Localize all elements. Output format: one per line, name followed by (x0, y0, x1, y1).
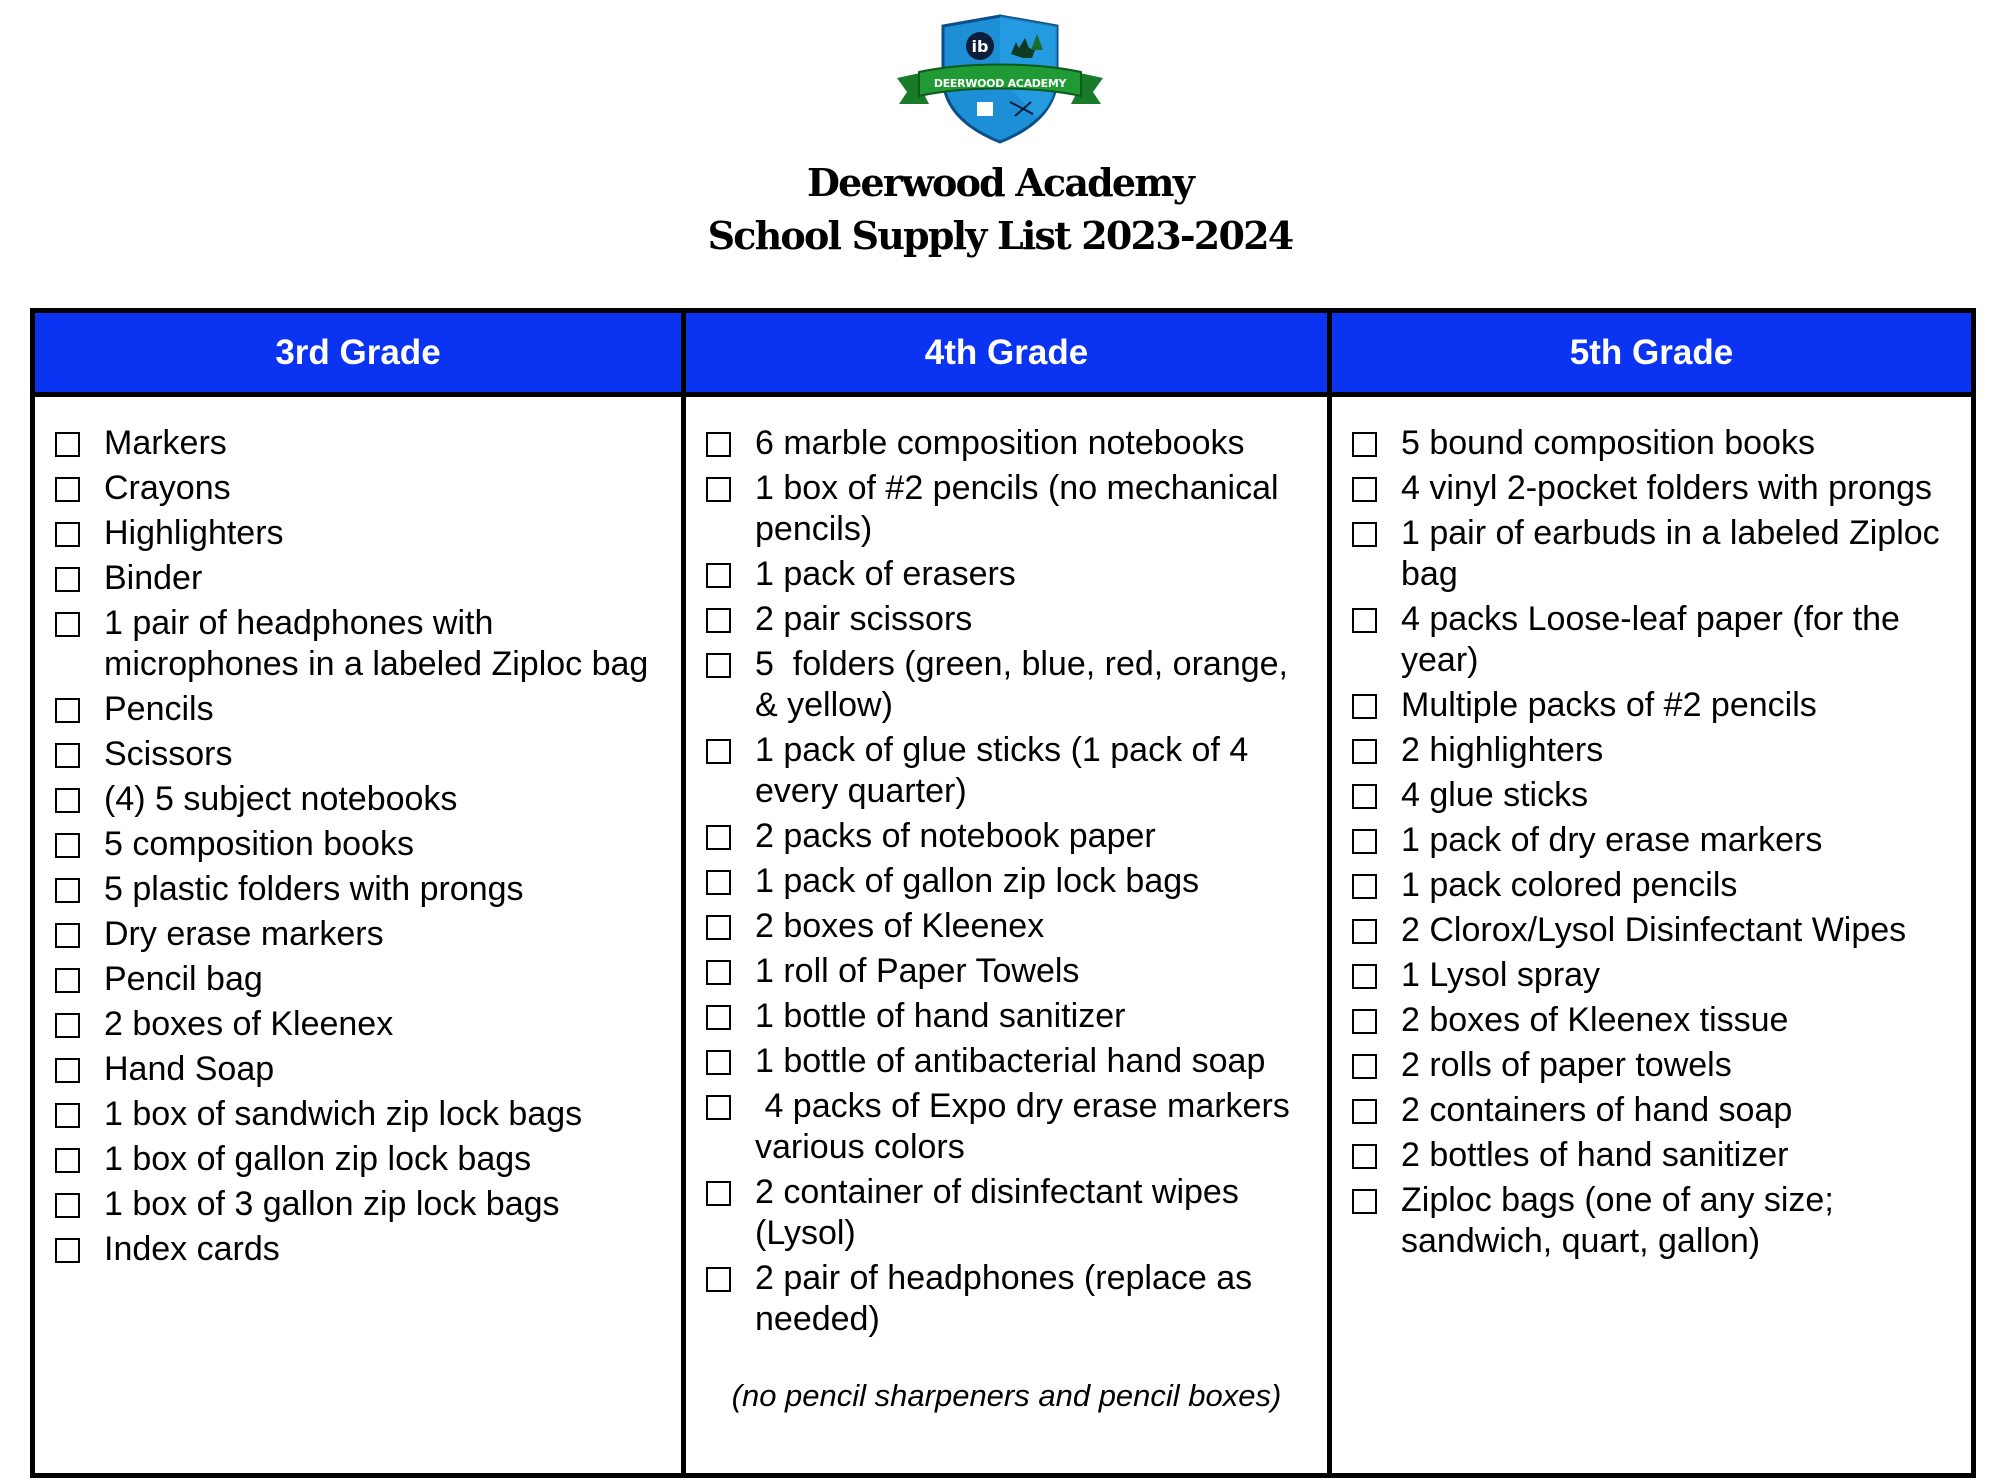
list-item-label: 2 highlighters (1401, 731, 1604, 769)
supply-list (55, 423, 671, 1270)
supply-list (1352, 423, 1961, 1262)
list-item (55, 558, 671, 599)
checkbox[interactable] (706, 608, 731, 633)
checkbox[interactable] (706, 1050, 731, 1075)
list-item-label: Hand Soap (104, 1050, 275, 1088)
list-item (706, 554, 1317, 595)
list-item-label: 1 Lysol spray (1401, 956, 1601, 994)
list-item (1352, 1000, 1961, 1041)
list-item (1352, 685, 1961, 726)
logo-badge-text: ib (971, 37, 989, 56)
list-item-label: 2 boxes of Kleenex (755, 907, 1045, 945)
list-item (55, 914, 671, 955)
checkbox[interactable] (55, 567, 80, 592)
checkbox[interactable] (706, 1005, 731, 1030)
checkbox[interactable] (55, 698, 80, 723)
checkbox[interactable] (1352, 522, 1377, 547)
checkbox[interactable] (1352, 608, 1377, 633)
list-item (706, 599, 1317, 640)
list-item-label: Index cards (104, 1230, 280, 1268)
list-item-label: 1 bottle of antibacterial hand soap (755, 1042, 1266, 1080)
checkbox[interactable] (55, 1238, 80, 1263)
list-item-label: Pencil bag (104, 960, 263, 998)
checkbox[interactable] (1352, 1054, 1377, 1079)
checkbox[interactable] (706, 825, 731, 850)
checkbox[interactable] (706, 1095, 731, 1120)
list-item (706, 468, 1317, 550)
list-item-label: 2 boxes of Kleenex tissue (1401, 1001, 1789, 1039)
list-item-label: 2 boxes of Kleenex (104, 1005, 394, 1043)
logo-ribbon-text: DEERWOOD ACADEMY (933, 77, 1067, 90)
list-item (1352, 423, 1961, 464)
checkbox[interactable] (1352, 919, 1377, 944)
list-item (1352, 775, 1961, 816)
list-item (706, 1172, 1317, 1254)
checkbox[interactable] (706, 1181, 731, 1206)
list-item (1352, 1135, 1961, 1176)
list-item-label: Scissors (104, 735, 233, 773)
list-item-label: 1 pack of dry erase markers (1401, 821, 1823, 859)
list-item (1352, 820, 1961, 861)
list-item (55, 779, 671, 820)
list-item-label: 1 box of gallon zip lock bags (104, 1140, 532, 1178)
list-item-label: 1 pack colored pencils (1401, 866, 1738, 904)
list-item-label: (4) 5 subject notebooks (104, 780, 458, 818)
list-item (55, 734, 671, 775)
list-item (1352, 865, 1961, 906)
list-item (55, 513, 671, 554)
list-item (55, 1094, 671, 1135)
column-header: 5th Grade (1332, 313, 1971, 397)
checkbox[interactable] (706, 432, 731, 457)
list-title: School Supply List 2023-2024 (707, 213, 1293, 258)
list-item (55, 603, 671, 685)
column-header: 4th Grade (686, 313, 1327, 397)
checkbox[interactable] (55, 1013, 80, 1038)
checkbox[interactable] (55, 477, 80, 502)
list-item (1352, 730, 1961, 771)
list-item-label: Crayons (104, 469, 231, 507)
supply-list (706, 423, 1317, 1340)
grade-column-4th (681, 313, 1327, 1473)
grade-column-5th (1327, 313, 1971, 1473)
checkbox[interactable] (706, 915, 731, 940)
list-item (1352, 1090, 1961, 1131)
checkbox[interactable] (55, 432, 80, 457)
checkbox[interactable] (55, 1103, 80, 1128)
list-item (706, 816, 1317, 857)
checkbox[interactable] (1352, 874, 1377, 899)
checkbox[interactable] (706, 870, 731, 895)
checkbox[interactable] (1352, 477, 1377, 502)
column-header: 3rd Grade (35, 313, 681, 397)
list-item (1352, 955, 1961, 996)
list-item-label: 4 packs of Expo dry erase markers various colors (755, 1087, 1300, 1166)
school-logo (885, 14, 1115, 144)
list-item (1352, 468, 1961, 509)
list-item (55, 689, 671, 730)
list-item-label: 4 vinyl 2-pocket folders with prongs (1401, 469, 1933, 507)
list-item (55, 1139, 671, 1180)
list-item-label: 4 packs Loose-leaf paper (for the year) (1401, 600, 1910, 679)
list-item (55, 423, 671, 464)
list-item-label: Markers (104, 424, 227, 462)
checkbox[interactable] (706, 1267, 731, 1292)
list-item (1352, 513, 1961, 595)
checkbox[interactable] (55, 878, 80, 903)
list-item-label: Multiple packs of #2 pencils (1401, 686, 1817, 724)
list-item-label: 2 bottles of hand sanitizer (1401, 1136, 1789, 1174)
list-item-label: Pencils (104, 690, 214, 728)
checkbox[interactable] (55, 1058, 80, 1083)
list-item-label: 1 pack of glue sticks (1 pack of 4 every quarter) (755, 731, 1258, 810)
list-item-label: 2 pair scissors (755, 600, 973, 638)
list-item-label: 5 plastic folders with prongs (104, 870, 524, 908)
checkbox[interactable] (706, 477, 731, 502)
grade-column-3rd (35, 313, 681, 1473)
checkbox[interactable] (55, 1148, 80, 1173)
checkbox[interactable] (1352, 784, 1377, 809)
list-item-label: Binder (104, 559, 203, 597)
list-item-label: 1 roll of Paper Towels (755, 952, 1080, 990)
checkbox[interactable] (55, 923, 80, 948)
school-name: Deerwood Academy (806, 160, 1193, 205)
list-item (706, 1041, 1317, 1082)
list-item (55, 959, 671, 1000)
list-item-label: 4 glue sticks (1401, 776, 1589, 814)
list-item-label: 6 marble composition notebooks (755, 424, 1245, 462)
list-item-label: 2 pair of headphones (replace as needed) (755, 1259, 1262, 1338)
list-item (706, 423, 1317, 464)
column-note: (no pencil sharpeners and pencil boxes) (731, 1378, 1282, 1413)
list-item-label: 1 pair of headphones with microphones in a labeled Ziploc bag (104, 604, 649, 683)
checkbox[interactable] (55, 833, 80, 858)
list-item-label: 1 pack of gallon zip lock bags (755, 862, 1200, 900)
checkbox[interactable] (1352, 739, 1377, 764)
list-item (1352, 910, 1961, 951)
checkbox[interactable] (55, 1193, 80, 1218)
checkbox[interactable] (1352, 432, 1377, 457)
list-item (55, 824, 671, 865)
checkbox[interactable] (55, 522, 80, 547)
list-item-label: 1 box of #2 pencils (no mechanical pencils) (755, 469, 1288, 548)
checkbox[interactable] (1352, 1099, 1377, 1124)
list-item (1352, 1045, 1961, 1086)
list-item (706, 644, 1317, 726)
list-item (706, 1258, 1317, 1340)
list-item-label: 2 packs of notebook paper (755, 817, 1156, 855)
checkbox[interactable] (1352, 1189, 1377, 1214)
checkbox[interactable] (55, 612, 80, 637)
checkbox[interactable] (706, 653, 731, 678)
checkbox[interactable] (1352, 1144, 1377, 1169)
list-item (55, 869, 671, 910)
list-item-label: 2 containers of hand soap (1401, 1091, 1793, 1129)
list-item-label: 1 box of sandwich zip lock bags (104, 1095, 583, 1133)
list-item (55, 1004, 671, 1045)
list-item-label: 1 box of 3 gallon zip lock bags (104, 1185, 560, 1223)
list-item (1352, 1180, 1961, 1262)
list-item (1352, 599, 1961, 681)
list-item-label: 2 Clorox/Lysol Disinfectant Wipes (1401, 911, 1907, 949)
list-item-label: 5 composition books (104, 825, 414, 863)
checkbox[interactable] (706, 960, 731, 985)
checkbox[interactable] (706, 563, 731, 588)
checkbox[interactable] (55, 968, 80, 993)
list-item (706, 996, 1317, 1037)
checkbox[interactable] (1352, 829, 1377, 854)
list-item-label: Highlighters (104, 514, 284, 552)
list-item-label: Ziploc bags (one of any size; sandwich, quart, gallon) (1401, 1181, 1844, 1260)
list-item (706, 951, 1317, 992)
list-item-label: Dry erase markers (104, 915, 384, 953)
list-item-label: 1 bottle of hand sanitizer (755, 997, 1126, 1035)
checkbox[interactable] (706, 739, 731, 764)
list-item (706, 906, 1317, 947)
list-item-label: 1 pair of earbuds in a labeled Ziploc bag (1401, 514, 1950, 593)
checkbox[interactable] (1352, 1009, 1377, 1034)
list-item (706, 861, 1317, 902)
list-item (55, 468, 671, 509)
checkbox[interactable] (1352, 694, 1377, 719)
list-item-label: 5 bound composition books (1401, 424, 1815, 462)
supply-table (30, 308, 1976, 1478)
list-item-label: 5 folders (green, blue, red, orange, & yellow) (755, 645, 1298, 724)
list-item-label: 2 container of disinfectant wipes (Lysol) (755, 1173, 1249, 1252)
list-item (706, 1086, 1317, 1168)
list-item (706, 730, 1317, 812)
list-item (55, 1184, 671, 1225)
checkbox[interactable] (55, 788, 80, 813)
list-item-label: 2 rolls of paper towels (1401, 1046, 1732, 1084)
list-item-label: 1 pack of erasers (755, 555, 1016, 593)
checkbox[interactable] (1352, 964, 1377, 989)
list-item (55, 1049, 671, 1090)
checkbox[interactable] (55, 743, 80, 768)
list-item (55, 1229, 671, 1270)
